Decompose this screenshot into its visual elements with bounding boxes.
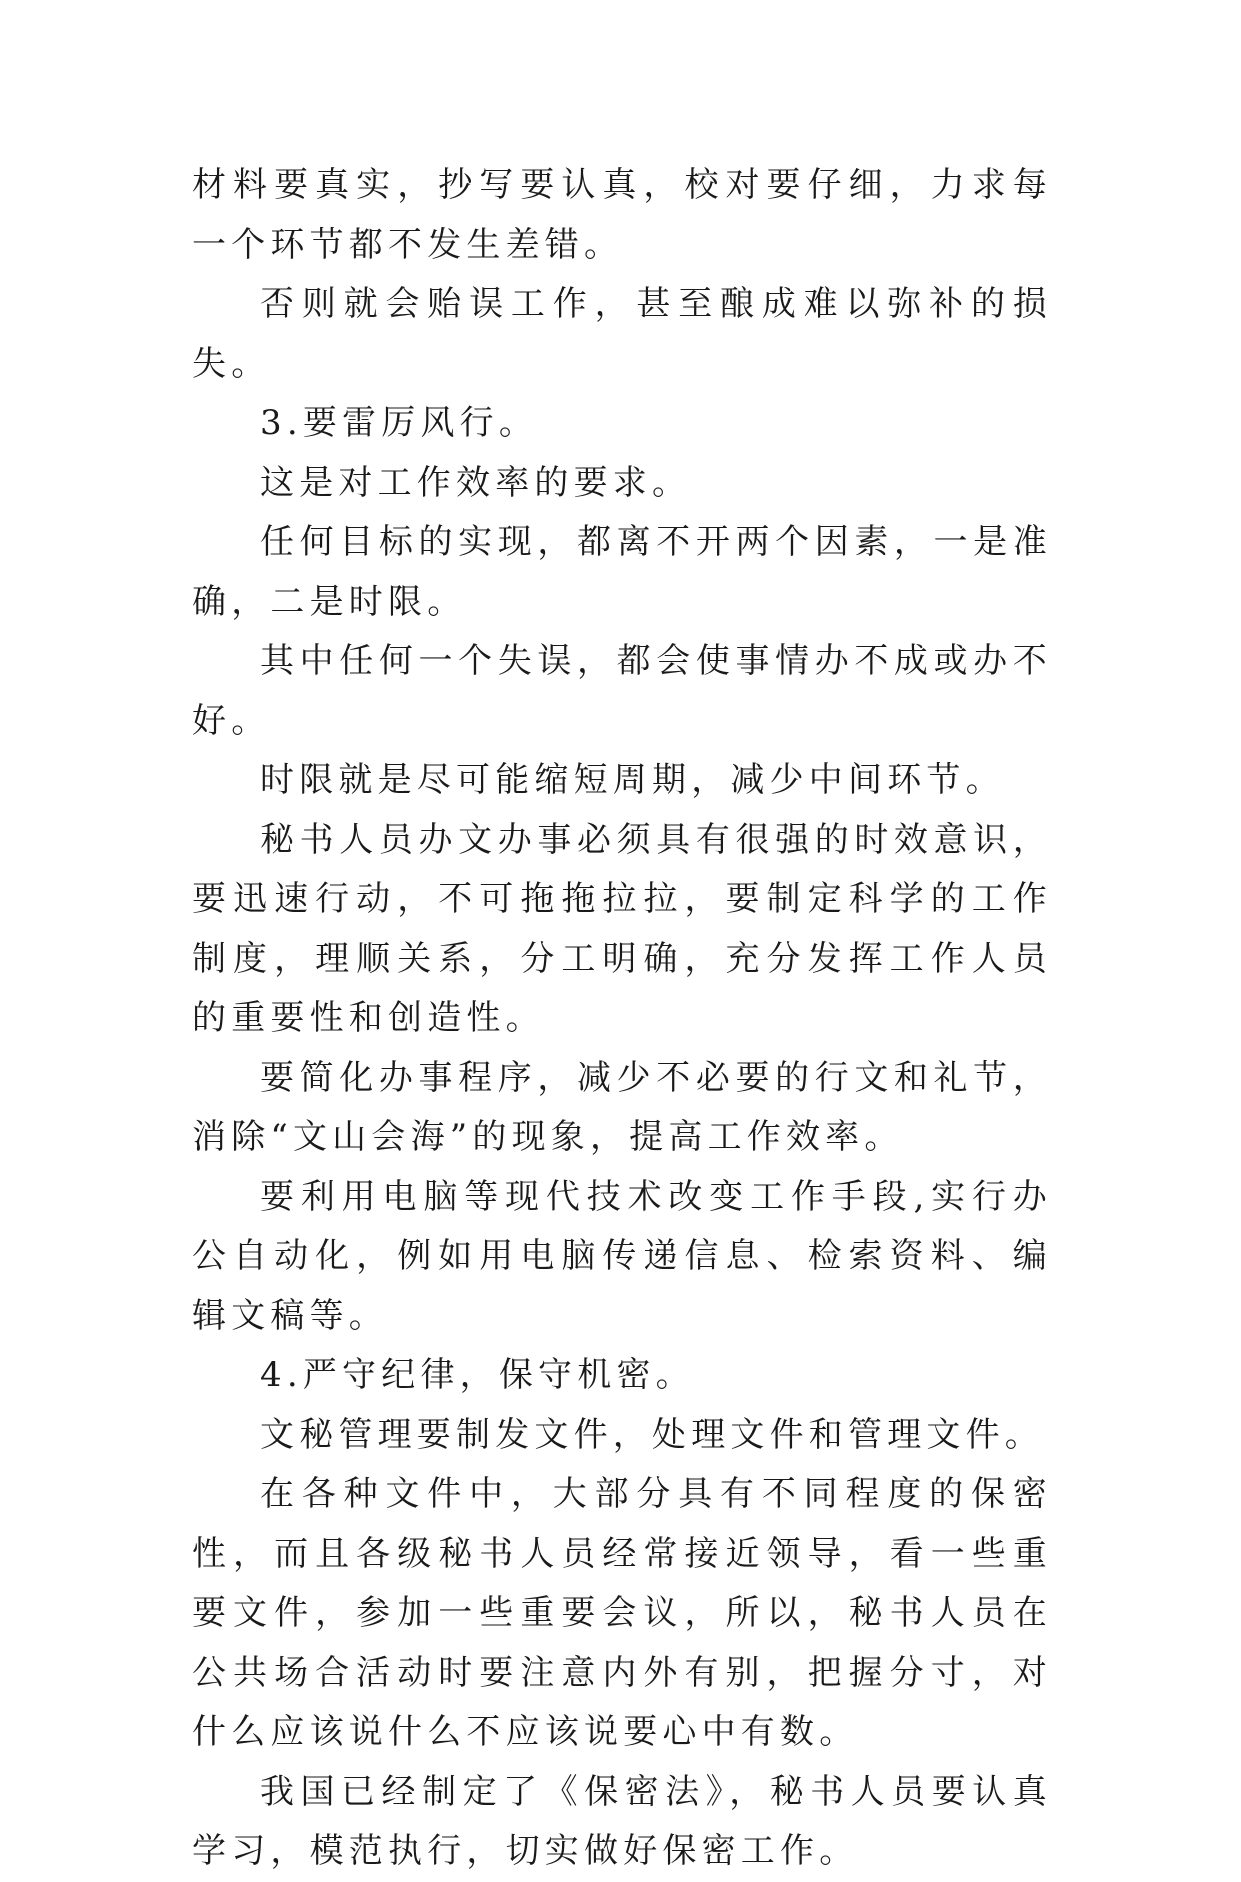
section-heading-4: 4.严守纪律，保守机密。 (260, 1355, 695, 1395)
paragraph-1: 材料要真实，抄写要认真，校对要仔细，力求每一个环节都不发生差错。 (192, 165, 1052, 265)
paragraph-2: 否则就会贻误工作，甚至酿成难以弥补的损失。 (192, 284, 1052, 384)
paragraph-6: 其中任何一个失误，都会使事情办不成或办不好。 (192, 641, 1052, 741)
section-heading-3: 3.要雷厉风行。 (260, 403, 539, 443)
paragraph-7: 时限就是尽可能缩短周期，减少中间环节。 (260, 760, 1005, 800)
paragraph-8: 秘书人员办文办事必须具有很强的时效意识，要迅速行动，不可拖拖拉拉，要制定科学的工作制度，理顺关系，分工明确，充分发挥工作人员的重要性和创造性。 (192, 819, 1052, 1038)
paragraph-12: 文秘管理要制发文件，处理文件和管理文件。 (260, 1414, 1044, 1455)
paragraph-4: 这是对工作效率的要求。 (260, 462, 692, 503)
paragraph-14: 我国已经制定了《保密法》，秘书人员要认真学习，模范执行，切实做好保密工作。 (192, 1771, 1052, 1871)
paragraph-9: 要简化办事程序，减少不必要的行文和礼节，消除“文山会海”的现象，提高工作效率。 (192, 1057, 1052, 1157)
paragraph-10: 要利用电脑等现代技术改变工作手段,实行办公自动化，例如用电脑传递信息、检索资料、编辑文稿等。 (192, 1176, 1052, 1336)
paragraph-13: 在各种文件中，大部分具有不同程度的保密性，而且各级秘书人员经常接近领导，看一些重要文件，参加一些重要会议，所以，秘书人员在公共场合活动时要注意内外有别，把握分寸，对什么应该说什么不应该说要心中有数。 (192, 1474, 1052, 1752)
paragraph-5: 任何目标的实现，都离不开两个因素，一是准确，二是时限。 (192, 522, 1052, 622)
body-text (192, 156, 1052, 1882)
